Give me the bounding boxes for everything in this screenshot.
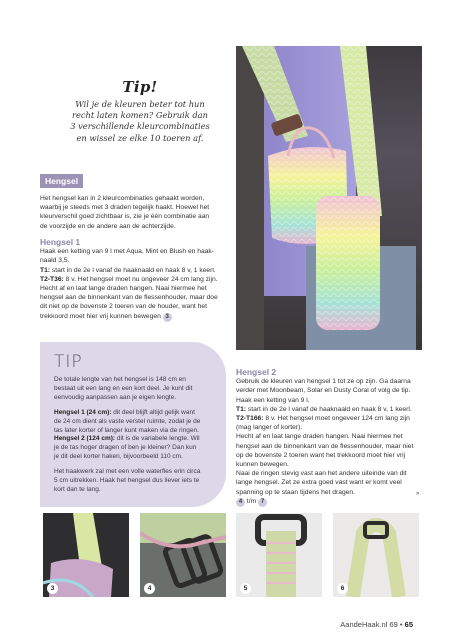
row-text: start in de 2e l vanaf de haaknaald en haak 8 v, 1 keerl. [246, 405, 412, 413]
text-line: Naai de ringen stevig vast aan het andere uiteinde van dit [236, 470, 407, 478]
text-line: Haak een ketting van 9 l. [236, 396, 310, 404]
tip-paragraph [54, 468, 212, 495]
text-line: waarbij je steeds met 3 draden tegelijk haakt. Hoewel het [40, 204, 210, 212]
row-t1 [236, 405, 426, 414]
row-t2 [236, 414, 426, 423]
text-span: dit is de variabele lengte. Wil [115, 435, 200, 443]
text-line: Het hengsel kan in 2 kleurcombinaties gehaakt worden, [40, 195, 205, 202]
footer-brand: AandeHaak.nl 69 [340, 620, 398, 629]
hengsel2-title: Hengsel 2 [236, 367, 277, 377]
hengsel1-block [40, 238, 235, 322]
text-line: kleurverschil goed zichtbaar is, zie je één combinatie aan [40, 213, 210, 221]
tip-title: Tip! [122, 78, 158, 96]
text-span: tas later korter of langer kunt maken via de ringen. [54, 426, 199, 434]
row-label: T1: [40, 266, 51, 274]
tip-line: 3 verschillende kleurcombinaties [70, 121, 210, 132]
continue-arrow: » [416, 491, 420, 497]
tip-paragraph [54, 376, 212, 403]
text-line: kunnen bewegen. [236, 461, 289, 469]
tip-callout [60, 78, 220, 144]
text-label: Hengsel 2 (124 cm): [54, 435, 116, 443]
text-line: Haak een ketting van 9 l met Aqua, Mint en Blush en haak- [40, 248, 214, 256]
text-span: eenvoudig aanpassen aan je eigen lengte. [54, 393, 177, 401]
photo-badge: 5 [240, 583, 251, 594]
hengsel2-block [236, 368, 426, 507]
page-number: 65 [404, 620, 413, 629]
tip-box [40, 342, 226, 507]
row-label: T1: [236, 405, 247, 413]
text-line: de voorzijde en de andere aan de achterzijde. [40, 222, 176, 230]
text-span: De totale lengte van het hengsel is 148 cm en [54, 376, 186, 383]
text-line: Hecht af en laat lange draden hangen. Naai hiermee het [40, 285, 207, 293]
text-line: verder met Moonbeam, Solar en Dusty Coral of volg de tip. [236, 387, 411, 395]
tip-line: Wil je de kleuren beter tot hun [75, 99, 205, 109]
text-line: (mag langer of korter). [236, 424, 303, 432]
step-range [236, 497, 426, 507]
step-photo-5 [236, 513, 322, 597]
text-span: je dit deel korter haken, bijvoorbeeld 110 cm. [54, 453, 183, 461]
bottle-bag-illustration [236, 46, 422, 350]
text-span: je de tas hoger dragen of ben je kleiner? Dan kun [54, 444, 197, 452]
text-line: dit niet op de bovenste 2 toeren van de houder, want het [40, 303, 207, 311]
tip-box-title: TIP [54, 352, 83, 372]
text-line: naald 3,5. [40, 257, 70, 265]
photo-badge: 3 [47, 583, 58, 594]
tip-line: recht laten komen? Gebruik dan [72, 110, 208, 121]
footer-bullet: • [399, 620, 403, 629]
step-photo-4 [140, 513, 226, 597]
text-span: kort dan te lang. [54, 485, 101, 493]
step-photo-6 [333, 513, 419, 597]
text-span: bestaat uit een lang en een kort deel. Je kunt dit [54, 384, 193, 392]
section-label: Hengsel [40, 174, 83, 188]
text-span: trekkoord moet hier vrij kunnen bewegen [40, 312, 161, 320]
text-span: Het haakwerk zal met een volle waterfles erin circa [54, 468, 201, 476]
row-label: T2-T36: [40, 275, 64, 283]
row-label: T2-T166: [236, 415, 264, 423]
photo-badge: 6 [337, 583, 348, 594]
page-footer [340, 620, 413, 629]
text-line: hengsel aan de binnenkant van de flessenhouder, maar niet [236, 442, 414, 450]
text-line [40, 312, 235, 322]
range-word: t/m [246, 497, 257, 505]
text-span: 5 cm uitrekken. Haak het hengsel dus liever iets te [54, 477, 200, 485]
tip-paragraph [54, 409, 212, 462]
row-text: 8 v. Het hengsel moet ongeveer 124 cm lang zijn [263, 415, 410, 423]
text-line: op de bovenste 2 toeren want het trekkoord moet hier vrij [236, 451, 406, 459]
photo-badge: 4 [144, 583, 155, 594]
step-photo-3 [43, 513, 129, 597]
row-text: start in de 2e l vanaf de haaknaald en haak 8 v, 1 keerl. [50, 266, 216, 274]
tip-text [60, 99, 220, 144]
text-span: dit deel blijft altijd gelijk want [111, 408, 195, 416]
intro-text [40, 194, 230, 231]
text-line: spanning op te staan tijdens het dragen. [236, 488, 355, 496]
step-badge: 7 [258, 498, 267, 507]
step-badge: 3 [163, 313, 172, 322]
tip-line: en wissel ze elke 10 toeren af. [76, 132, 204, 143]
text-line: lange hengsel. Zet ze extra goed vast want er komt veel [236, 479, 402, 487]
text-line: Gebruik de kleuren van hengsel 1 tot ze op zijn. Ga daarna [236, 378, 411, 386]
main-photo [236, 46, 422, 350]
step-badge: 4 [236, 498, 245, 507]
text-line: Hecht af en laat lange draden hangen. Naai hiermee het [236, 433, 403, 441]
row-text: 8 v. Het hengsel moet nu ongeveer 24 cm lang zijn. [63, 275, 218, 283]
row-t2 [40, 275, 235, 284]
hengsel1-title: Hengsel 1 [40, 237, 81, 247]
text-line: hengsel aan de binnenkant van de flessenhouder, maar doe [40, 294, 218, 302]
text-span: de 24 cm dient als vaste verstel ruimte, zodat je de [54, 417, 201, 425]
row-t1 [40, 266, 235, 275]
text-label: Hengsel 1 (24 cm): [54, 408, 112, 416]
